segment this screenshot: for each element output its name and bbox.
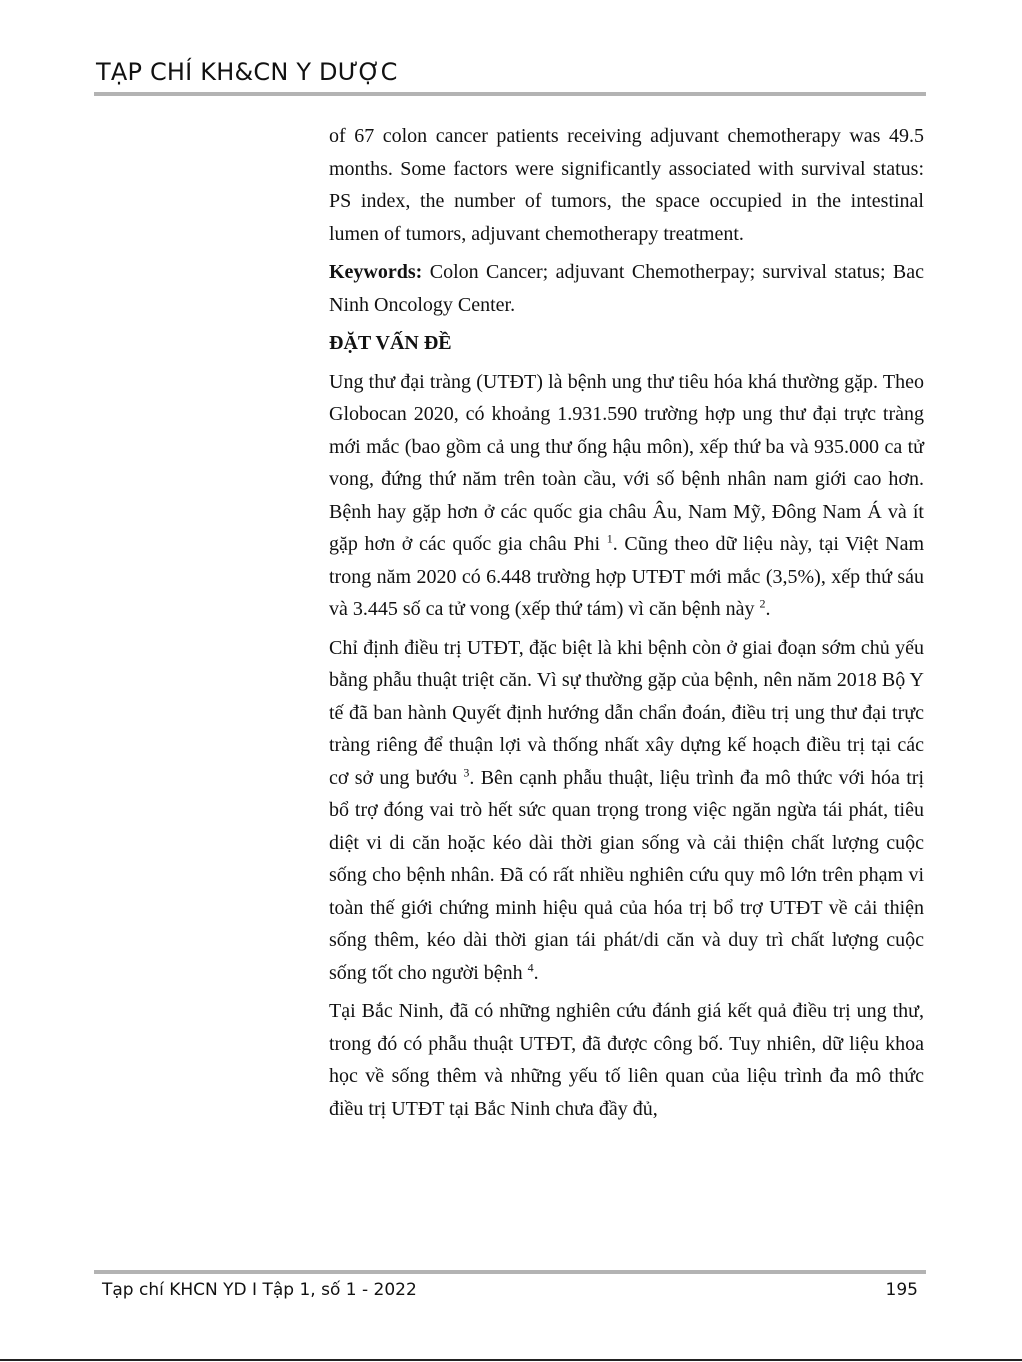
keywords-text: Colon Cancer; adjuvant Chemotherpay; survival status; Bac Ninh Oncology Center. [329,261,924,316]
journal-title: TẠP CHÍ KH&CN Y DƯỢC [96,58,398,86]
footer-citation: Tạp chí KHCN YD I Tập 1, số 1 - 2022 [102,1280,417,1300]
citation-ref-2: 2 [759,596,766,611]
section-heading: ĐẶT VẤN ĐỀ [329,332,452,354]
header-rule [94,92,926,96]
paragraph-2-text-c: . [533,961,539,984]
paragraph-2 [329,632,924,990]
citation-ref-4: 4 [527,959,534,974]
paragraph-1 [329,366,924,626]
paragraph-2-text-b: . Bên cạnh phẫu thuật, liệu trình đa mô thức với hóa trị bổ trợ đóng vai trò hết sức quan trọng trong việc ngăn ngừa tái phát, tiêu diệt vi di căn hoặc kéo dài thời gian sống và cải thiện chất lượng cuộc sống cho bệnh nhân. Đã có rất nhiều nghiên cứu quy mô lớn trên phạm vi toàn thế giới chứng minh hiệu quả của hóa trị bổ trợ UTĐT về cải thiện sống thêm, kéo dài thời gian tái phát/di căn và duy trì chất lượng cuộc sống tốt cho người bệnh [329,766,925,984]
paragraph-2-text-a: Chỉ định điều trị UTĐT, đặc biệt là khi bệnh còn ở giai đoạn sớm chủ yếu bằng phẫu thuật triệt căn. Vì sự thường gặp của bệnh, nên năm 2018 Bộ Y tế đã ban hành Quyết định hướng dẫn chẩn đoán, điều trị ung thư đại trực tràng riêng để thuận lợi và thống nhất xây dựng kế hoạch điều trị tại các cơ sở ung bướu [329,636,924,789]
keywords-label: Keywords: [329,261,423,283]
citation-ref-3: 3 [463,764,470,779]
paragraph-1-text-a: Ung thư đại tràng (UTĐT) là bệnh ung thư tiêu hóa khá thường gặp. Theo Globocan 2020, có khoảng 1.931.590 trường hợp ung thư đại trực tràng mới mắc (bao gồm cả ung thư ống hậu môn), xếp thứ ba và 935.000 ca tử vong, đứng thứ năm trên toàn cầu, với số bệnh nhân nam giới cao hơn. Bệnh hay gặp hơn ở các quốc gia châu Âu, Nam Mỹ, Đông Nam Á và ít gặp hơn ở các quốc gia châu Phi [329,370,924,555]
paragraph-1-text-b: . Cũng theo dữ liệu này, tại Việt Nam trong năm 2020 có 6.448 trường hợp UTĐT mới mắc (3,5%), xếp thứ sáu và 3.445 số ca tử vong (xếp thứ tám) vì căn bệnh này [329,533,925,620]
paragraph-3: Tại Bắc Ninh, đã có những nghiên cứu đánh giá kết quả điều trị ung thư, trong đó có phẫu thuật UTĐT, đã được công bố. Tuy nhiên, dữ liệu khoa học về sống thêm và những yếu tố liên quan của liệu trình đa mô thức điều trị UTĐT tại Bắc Ninh chưa đầy đủ, [329,1000,924,1120]
page-number: 195 [885,1280,918,1300]
abstract-end-paragraph: of 67 colon cancer patients receiving adjuvant chemotherapy was 49.5 months. Some factors were significantly associated with survival status: PS index, the number of tumors, the space occupied in the intestinal lumen of tumors, adjuvant chemotherapy treatment. [329,125,924,245]
citation-ref-1: 1 [606,531,613,546]
paragraph-1-text-c: . [765,598,771,620]
page-edge-line [0,1359,1022,1361]
footer-rule [94,1270,926,1274]
article-body [329,120,924,1131]
keywords-paragraph [329,256,924,321]
